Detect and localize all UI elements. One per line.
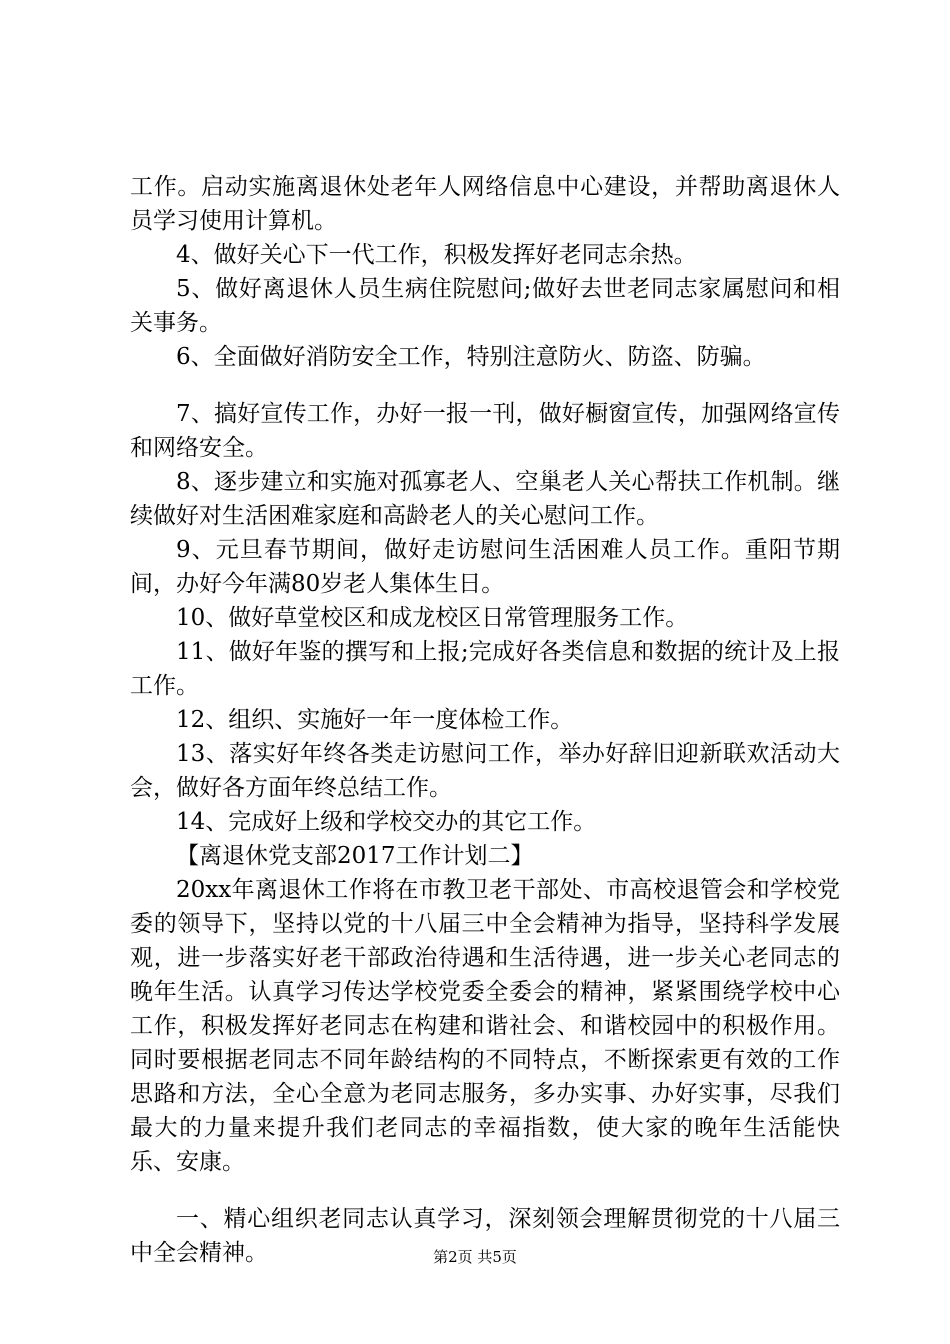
paragraph: 20xx年离退休工作将在市教卫老干部处、市高校退管会和学校党委的领导下，坚持以党的十八届三中全会精神为指导，坚持科学发展观，进一步落实好老干部政治待遇和生活待遇，进一步关心老同志的晚年生活。认真学习传达学校党委全委会的精神，紧紧围绕学校中心工作，积极发挥好老同志在构建和谐社会、和谐校园中的积极作用。同时要根据老同志不同年龄结构的不同特点，不断探索更有效的工作思路和方法，全心全意为老同志服务，多办实事、办好实事，尽我们最大的力量来提升我们老同志的幸福指数，使大家的晚年生活能快乐、安康。: [130, 877, 840, 1175]
paragraph: 13、落实好年终各类走访慰问工作，举办好辞旧迎新联欢活动大会，做好各方面年终总结工作。: [130, 741, 840, 801]
paragraph: 9、元旦春节期间，做好走访慰问生活困难人员工作。重阳节期间，办好今年满80岁老人集体生日。: [130, 537, 840, 597]
paragraph: 11、做好年鉴的撰写和上报;完成好各类信息和数据的统计及上报工作。: [130, 639, 840, 699]
paragraph: 7、搞好宣传工作，办好一报一刊，做好橱窗宣传，加强网络宣传和网络安全。: [130, 401, 840, 461]
paragraph: 工作。启动实施离退休处老年人网络信息中心建设，并帮助离退休人员学习使用计算机。: [130, 174, 840, 234]
paragraph: 5、做好离退休人员生病住院慰问;做好去世老同志家属慰问和相关事务。: [130, 276, 840, 336]
paragraph: 12、组织、实施好一年一度体检工作。: [176, 707, 574, 733]
section-heading: 【离退休党支部2017工作计划二】: [176, 843, 534, 869]
document-body: [130, 170, 840, 1270]
page-number: 第2页 共5页: [433, 1248, 517, 1266]
paragraph: 14、完成好上级和学校交办的其它工作。: [176, 809, 597, 835]
paragraph: 6、全面做好消防安全工作，特别注意防火、防盗、防骗。: [176, 344, 766, 370]
paragraph-gap: [130, 1179, 840, 1202]
paragraph: 4、做好关心下一代工作，积极发挥好老同志余热。: [176, 242, 697, 268]
paragraph-gap: [130, 374, 840, 397]
paragraph: 8、逐步建立和实施对孤寡老人、空巢老人关心帮扶工作机制。继续做好对生活困难家庭和高龄老人的关心慰问工作。: [130, 469, 840, 529]
paragraph: 一、精心组织老同志认真学习，深刻领会理解贯彻党的十八届三中全会精神。: [130, 1206, 840, 1266]
paragraph: 10、做好草堂校区和成龙校区日常管理服务工作。: [176, 605, 689, 631]
